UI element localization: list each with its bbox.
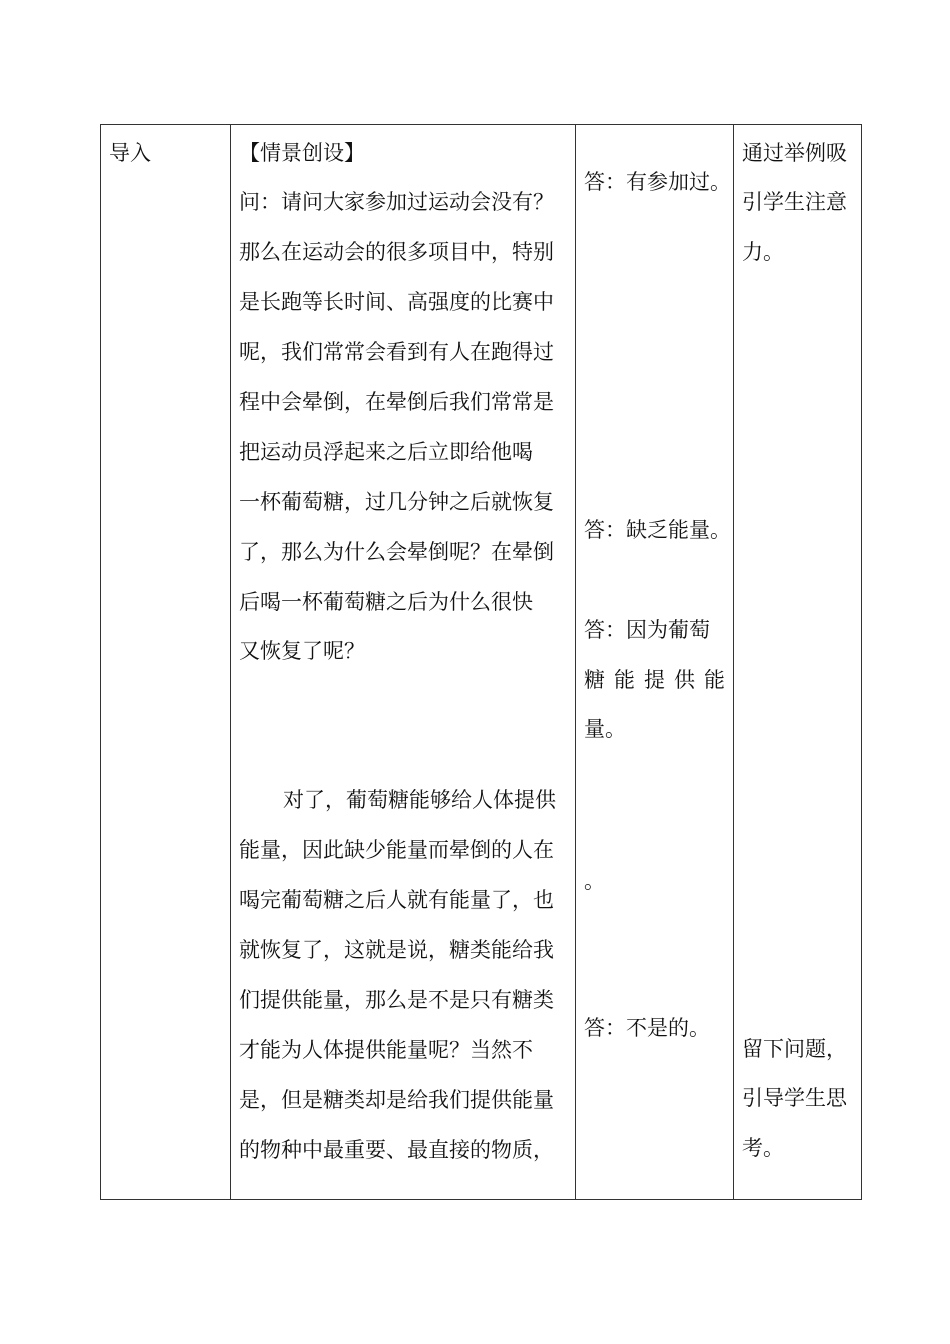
stage-label: 导入 xyxy=(109,141,151,165)
teacher-activity-column xyxy=(231,125,576,1199)
teacher-line: 【情景创设】 xyxy=(239,141,365,165)
student-answer-line xyxy=(584,666,725,694)
intent-line: 通过举例吸 xyxy=(742,141,847,165)
student-answer-line: 。 xyxy=(584,869,605,893)
justified-char: 供 xyxy=(674,668,695,692)
justified-char: 提 xyxy=(644,668,665,692)
intent-line: 留下问题， xyxy=(742,1037,847,1061)
student-answer-line: 量。 xyxy=(584,717,626,741)
student-answer-line: 答：因为葡萄 xyxy=(584,618,710,642)
teacher-line: 是，但是糖类却是给我们提供能量 xyxy=(239,1088,554,1112)
justified-char: 能 xyxy=(704,668,725,692)
student-answer-line: 答：不是的。 xyxy=(584,1016,710,1040)
teacher-line: 对了，葡萄糖能够给人体提供 xyxy=(283,788,556,812)
teacher-line: 呢，我们常常会看到有人在跑得过 xyxy=(239,340,554,364)
intent-line: 引学生注意 xyxy=(742,190,847,214)
stage-column xyxy=(101,125,231,1199)
teacher-line: 那么在运动会的很多项目中，特别 xyxy=(239,240,554,264)
justified-char: 能 xyxy=(614,668,635,692)
intent-line: 考。 xyxy=(742,1136,784,1160)
teacher-line: 把运动员浮起来之后立即给他喝 xyxy=(239,440,533,464)
student-answer-line: 答：有参加过。 xyxy=(584,170,731,194)
teacher-line: 能量，因此缺少能量而晕倒的人在 xyxy=(239,838,554,862)
lesson-plan-table xyxy=(100,124,862,1200)
teacher-line: 程中会晕倒，在晕倒后我们常常是 xyxy=(239,390,554,414)
teacher-line: 问：请问大家参加过运动会没有？ xyxy=(239,190,554,214)
teacher-line: 了，那么为什么会晕倒呢？在晕倒 xyxy=(239,540,554,564)
teacher-line: 就恢复了，这就是说，糖类能给我 xyxy=(239,938,554,962)
teacher-line: 又恢复了呢？ xyxy=(239,639,365,663)
student-activity-column xyxy=(576,125,734,1199)
teacher-line: 们提供能量，那么是不是只有糖类 xyxy=(239,988,554,1012)
intent-line: 引导学生思 xyxy=(742,1086,847,1110)
design-intent-column xyxy=(734,125,861,1199)
teacher-line: 后喝一杯葡萄糖之后为什么很快 xyxy=(239,590,533,614)
teacher-line: 喝完葡萄糖之后人就有能量了，也 xyxy=(239,888,554,912)
teacher-line: 才能为人体提供能量呢？当然不 xyxy=(239,1038,533,1062)
teacher-line: 的物种中最重要、最直接的物质， xyxy=(239,1138,554,1162)
teacher-line: 是长跑等长时间、高强度的比赛中 xyxy=(239,290,554,314)
justified-char: 糖 xyxy=(584,668,605,692)
student-answer-line: 答：缺乏能量。 xyxy=(584,518,731,542)
teacher-line: 一杯葡萄糖，过几分钟之后就恢复 xyxy=(239,490,554,514)
intent-line: 力。 xyxy=(742,240,784,264)
